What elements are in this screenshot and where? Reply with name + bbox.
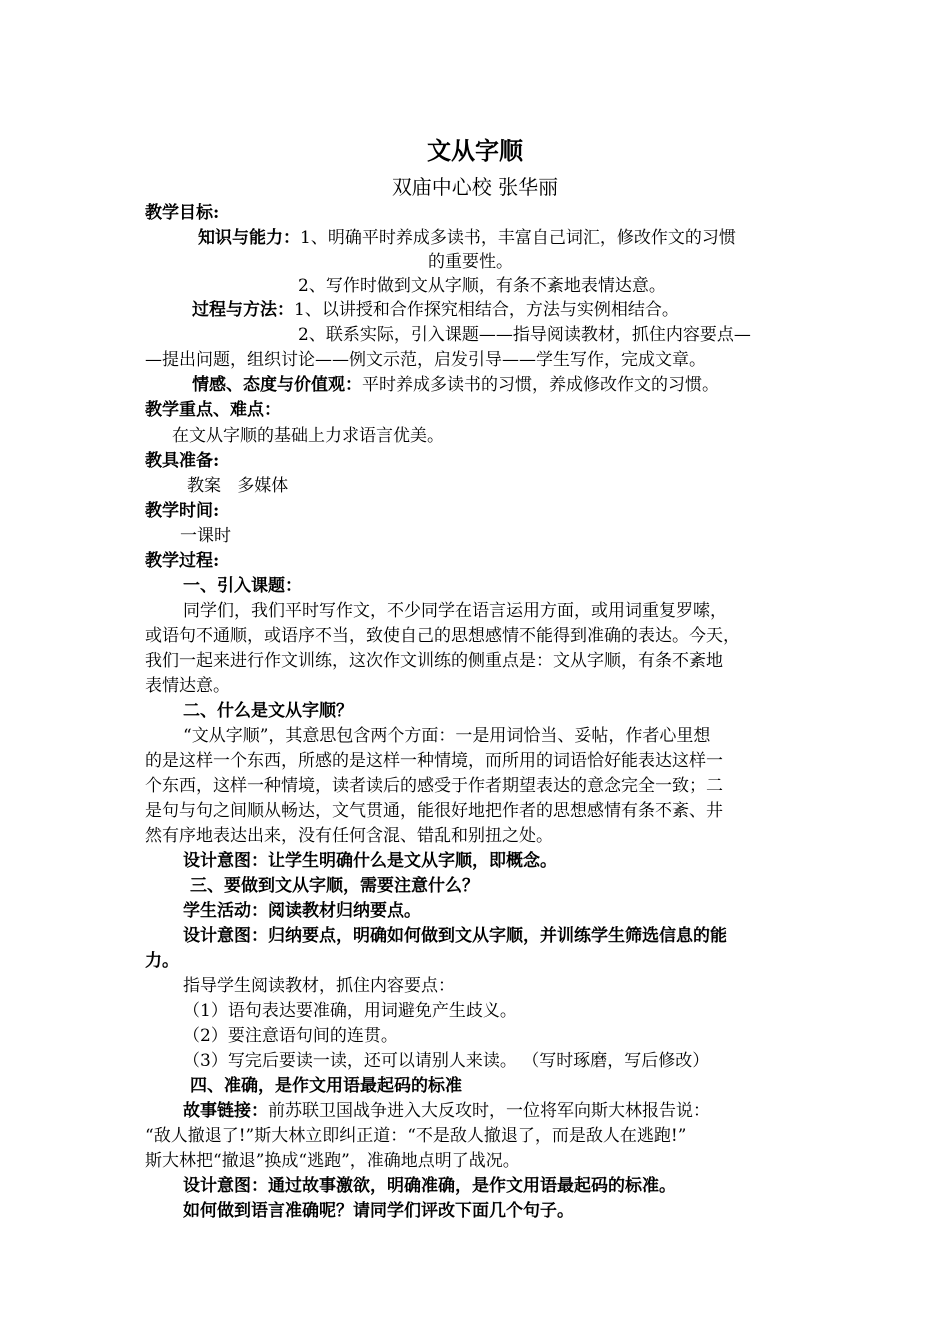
time-text: 一课时 — [180, 526, 231, 546]
goal1-label: 知识与能力： — [198, 228, 300, 248]
goal1-line2: 的重要性。 — [428, 252, 513, 272]
section2-line3: 个东西，这样一种情境，读者读后的感受于作者期望表达的意念完全一致；二 — [145, 776, 723, 796]
section4-intent: 设计意图：通过故事激欲，明确准确，是作文用语最起码的标准。 — [183, 1176, 676, 1196]
story-text: 前苏联卫国战争进入大反攻时，一位将军向斯大林报告说： — [268, 1101, 710, 1121]
section2-heading: 二、什么是文从字顺？ — [183, 701, 353, 721]
section4-heading: 四、准确，是作文用语最起码的标准 — [190, 1076, 462, 1096]
section1-line2: 或语句不通顺，或语序不当，致使自己的思想感情不能得到准确的表达。今天， — [145, 626, 740, 646]
section1-line3: 我们一起来进行作文训练，这次作文训练的侧重点是：文从字顺，有条不紊地 — [145, 651, 723, 671]
key-heading: 教学重点、难点： — [145, 400, 281, 420]
time-heading: 教学时间: — [145, 501, 220, 521]
section2-line1: “文从字顺”，其意思包含两个方面：一是用词恰当、妥帖，作者心里想 — [183, 726, 711, 746]
section4-story-line3: 斯大林把“撤退”换成“逃跑”，准确地点明了战况。 — [145, 1151, 520, 1171]
story-link-label: 故事链接： — [183, 1101, 268, 1121]
goal3-label: 情感、态度与价值观： — [192, 375, 362, 395]
section2-line2: 的是这样一个东西，所感的是这样一种情境，而所用的词语恰好能表达这样一 — [145, 751, 723, 771]
goal2-label: 过程与方法： — [192, 300, 294, 320]
goal1-line1 — [198, 226, 736, 250]
section3-item2: （2）要注意语句间的连贯。 — [183, 1026, 398, 1046]
section4-story-line2: “敌人撤退了!”斯大林立即纠正道：“不是敌人撤退了，而是敌人在逃跑!” — [145, 1126, 687, 1146]
goal2-text: 1、以讲授和合作探究相结合，方法与实例相结合。 — [294, 300, 679, 320]
section2-line5: 然有序地表达出来，没有任何含混、错乱和别扭之处。 — [145, 826, 553, 846]
section2-intent: 设计意图：让学生明确什么是文从字顺，即概念。 — [183, 851, 557, 871]
goal2-line1 — [192, 298, 679, 322]
section1-heading: 一、引入课题： — [183, 576, 302, 596]
section3-item1: （1）语句表达要准确，用词避免产生歧义。 — [183, 1001, 517, 1021]
goal3-text: 平时养成多读书的习惯，养成修改作文的习惯。 — [362, 375, 719, 395]
section4-story-line1 — [183, 1099, 710, 1123]
section2-line4: 是句与句之间顺从畅达，文气贯通，能很好地把作者的思想感情有条不紊、井 — [145, 801, 723, 821]
section3-activity: 学生活动：阅读教材归纳要点。 — [183, 901, 421, 921]
goals-heading: 教学目标: — [145, 203, 220, 223]
section3-intent-line2: 力。 — [145, 951, 179, 971]
key-text: 在文从字顺的基础上力求语言优美。 — [172, 426, 444, 446]
goal1-text: 1、明确平时养成多读书，丰富自己词汇，修改作文的习惯 — [300, 228, 736, 248]
process-heading: 教学过程: — [145, 551, 220, 571]
section3-heading: 三、要做到文从字顺，需要注意什么？ — [190, 876, 479, 896]
section1-line4: 表情达意。 — [145, 676, 230, 696]
tools-text: 教案 多媒体 — [187, 476, 289, 496]
document-title: 文从字顺 — [427, 136, 523, 165]
author-line: 双庙中心校 张华丽 — [391, 175, 559, 199]
goal2-line2: 2、联系实际，引入课题——指导阅读教材，抓住内容要点— — [298, 325, 751, 345]
section3-guide: 指导学生阅读教材，抓住内容要点： — [183, 976, 455, 996]
section3-item3: （3）写完后要读一读，还可以请别人来读。 （写时琢磨，写后修改） — [183, 1051, 710, 1071]
tools-heading: 教具准备: — [145, 451, 220, 471]
goal1-line3: 2、写作时做到文从字顺，有条不紊地表情达意。 — [298, 276, 666, 296]
section1-line1: 同学们，我们平时写作文，不少同学在语言运用方面，或用词重复罗嗦， — [183, 601, 727, 621]
section4-question: 如何做到语言准确呢？请同学们评改下面几个句子。 — [183, 1201, 574, 1221]
goal2-line3: —提出问题，组织讨论——例文示范，启发引导——学生写作，完成文章。 — [145, 350, 706, 370]
goal3-line — [192, 373, 719, 397]
section3-intent-line1: 设计意图：归纳要点，明确如何做到文从字顺，并训练学生筛选信息的能 — [183, 926, 727, 946]
